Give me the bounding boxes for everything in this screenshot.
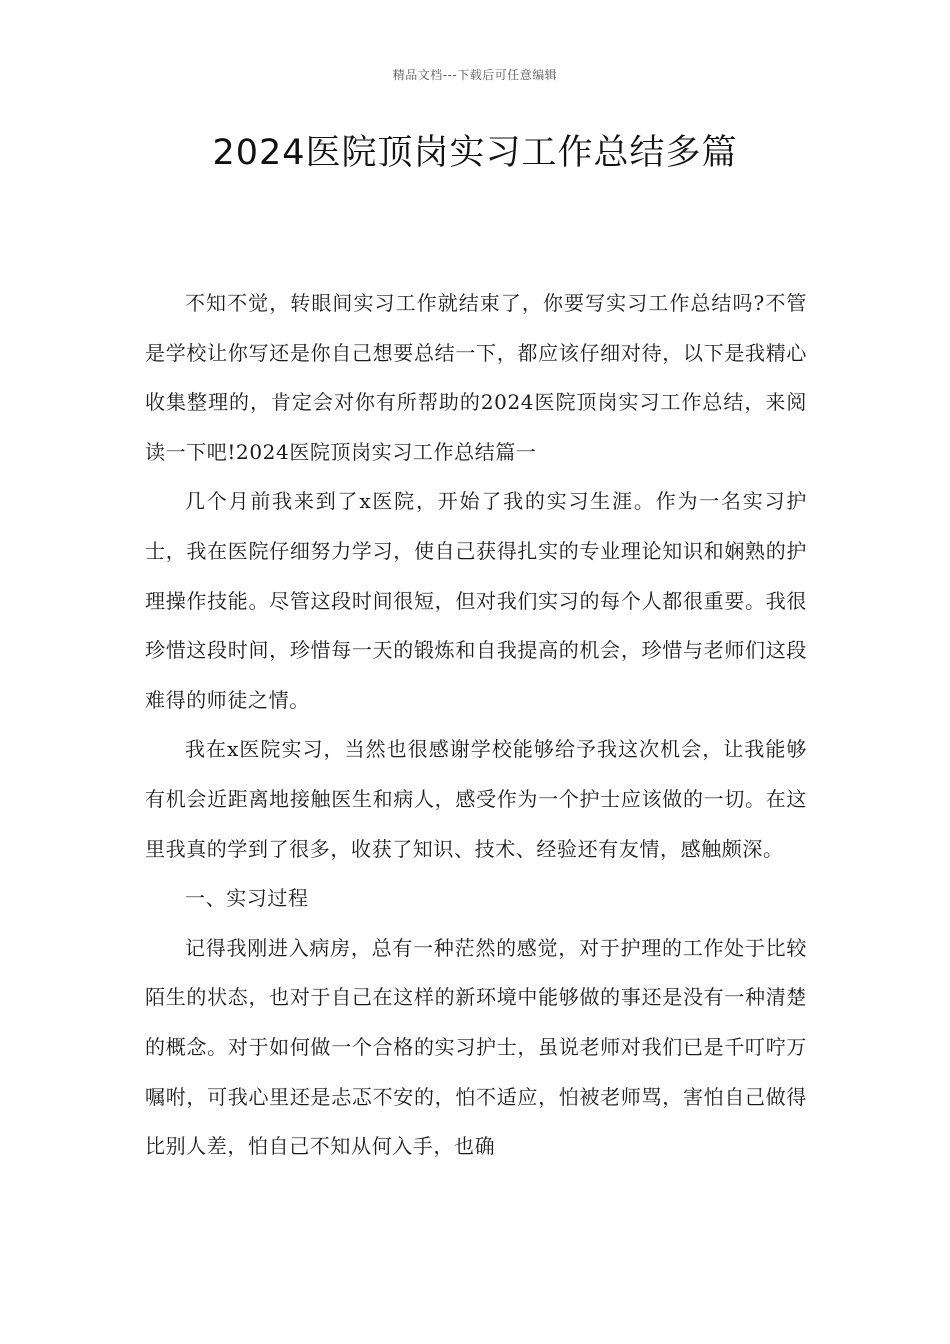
paragraph-3: 记得我刚进入病房，总有一种茫然的感觉，对于护理的工作处于比较陌生的状态，也对于自己在这样的新环境中能够做的事还是没有一种清楚的概念。对于如何做一个合格的实习护士，虽说老师对我们已是千叮咛万嘱咐，可我心里还是忐忑不安的，怕不适应，怕被老师骂，害怕自己做得比别人差，怕自己不知从何入手，也确	[145, 935, 807, 1159]
header-note: 精品文档---下载后可任意编辑	[392, 68, 558, 82]
paragraph-2: 我在x医院实习，当然也很感谢学校能够给予我这次机会，让我能够有机会近距离地接触医生和病人，感受作为一个护士应该做的一切。在这里我真的学到了很多，收获了知识、技术、经验还有友情，感触颇深。	[145, 737, 807, 861]
document-body	[145, 279, 807, 1172]
section-heading: 一、实习过程	[185, 886, 309, 911]
page-title: 2024医院顶岗实习工作总结多篇	[212, 133, 738, 173]
paragraph-1: 几个月前我来到了x医院，开始了我的实习生涯。作为一名实习护士，我在医院仔细努力学习，使自己获得扎实的专业理论知识和娴熟的护理操作技能。尽管这段时间很短，但对我们实习的每个人都很重要。我很珍惜这段时间，珍惜每一天的锻炼和自我提高的机会，珍惜与老师们这段难得的师徒之情。	[145, 489, 807, 712]
paragraph-intro: 不知不觉，转眼间实习工作就结束了，你要写实习工作总结吗?不管是学校让你写还是你自己想要总结一下，都应该仔细对待，以下是我精心收集整理的，肯定会对你有所帮助的2024医院顶岗实习工作总结，来阅读一下吧!2024医院顶岗实习工作总结篇一	[145, 291, 807, 464]
